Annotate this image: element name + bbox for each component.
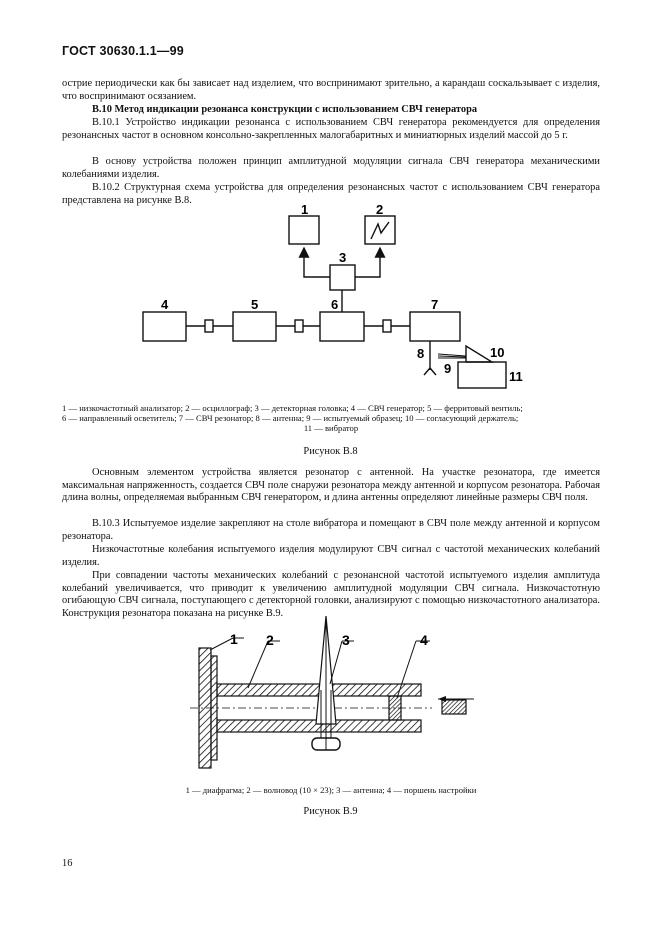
block-4-generator [143, 312, 186, 341]
fig8-label-1: 1 [301, 202, 309, 217]
fig8-label-2: 2 [376, 202, 384, 217]
block-1-analyzer [289, 216, 319, 244]
block-5-isolator [233, 312, 276, 341]
paragraph-continuation: острие периодически как бы зависает над изделием, что воспринимают зрительно, а карандаш соскальзывает с изделия, что воспринимают осязанием. [62, 78, 600, 102]
paragraph-coincidence: При совпадении частоты механических колебаний с резонансной частотой испытуемого изделия амплитуда колебаний увеличивается, что приводит к увеличению амплитудной модуляции СВЧ сигнала. Низкочастотную огибающую СВЧ сигнала, поступающего с детекторной головки, анализируют с помощью низкочастотного анализатора. Конструкция резонатора показана на рисунке В.9. [62, 570, 600, 619]
leader-2 [248, 641, 268, 688]
fig8-legend-line1: 1 — низкочастотный анализатор; 2 — осциллограф; 3 — детекторная головка; 4 — СВЧ генератор; 5 — ферритовый вентиль; [62, 403, 523, 413]
fig8-label-7: 7 [431, 297, 439, 312]
paragraph-b10-2: В.10.2 Структурная схема устройства для определения резонансных частот с использованием СВЧ генератора представлена на рисунке В.8. [62, 182, 600, 206]
tuning-piston [389, 696, 401, 720]
fig8-label-5: 5 [251, 297, 259, 312]
fig9-label-3: 3 [342, 632, 350, 648]
fig8-label-8: 8 [417, 346, 425, 361]
paragraph-principle: В основу устройства положен принцип амплитудной модуляции сигнала СВЧ генератора механическими колебаниями изделия. [62, 156, 600, 180]
page-number: 16 [62, 858, 73, 869]
arrow-3-to-2 [355, 248, 380, 277]
paragraph-b10-3: В.10.3 Испытуемое изделие закрепляют на столе вибратора и помещают в СВЧ поле между антенной и корпусом резонатора. [62, 518, 600, 542]
fig8-legend-line3: 11 — вибратор [303, 423, 359, 433]
fig8-title: Рисунок В.8 [303, 446, 358, 457]
fig9-legend: 1 — диафрагма; 2 — волновод (10 × 23); 3 — антенна; 4 — поршень настройки [185, 785, 477, 795]
paragraph-modulation: Низкочастотные колебания испытуемого изделия модулируют СВЧ сигнал с частотой механических колебаний изделия. [62, 544, 600, 568]
paragraph-resonator: Основным элементом устройства является резонатор с антенной. На участке резонатора, где имеется максимальная напряженность, создается СВЧ поле снаружи резонатора между антенной и корпусом резонатора. Рабочая длина волны, определяемая выбранным СВЧ генератором, и длина антенны определяют линейные размеры СВЧ поля. [62, 467, 600, 504]
fig8-label-6: 6 [331, 297, 339, 312]
section-title-b10: В.10 Метод индикации резонанса конструкции с использованием СВЧ генератора [92, 104, 478, 115]
fig9-title: Рисунок В.9 [303, 806, 358, 817]
fig8-label-9: 9 [444, 361, 452, 376]
oscilloscope-wave-icon [371, 222, 389, 239]
figure-b9-diagram [180, 612, 480, 776]
figure-b8-diagram [130, 198, 530, 396]
fig8-label-3: 3 [339, 250, 347, 265]
fig9-label-1: 1 [230, 631, 238, 647]
fig8-label-11: 11 [509, 369, 523, 384]
fig9-label-4: 4 [420, 632, 428, 648]
fig9-label-2: 2 [266, 632, 274, 648]
fig8-label-4: 4 [161, 297, 169, 312]
signal-direction-box [442, 700, 466, 714]
document-header: ГОСТ 30630.1.1—99 [62, 44, 184, 58]
leader-3 [330, 641, 342, 684]
fig8-label-10: 10 [490, 345, 505, 360]
arrow-3-to-1 [304, 248, 330, 277]
paragraph-b10-1: В.10.1 Устройство индикации резонанса с использованием СВЧ генератора рекомендуется для определения резонансных частот в основном консольно-закрепленных малогабаритных и миниатюрных изделий массой до 5 г. [62, 117, 600, 141]
fig8-legend-line2: 6 — направленный осветитель; 7 — СВЧ резонатор; 8 — антенна; 9 — испытуемый образец; 10 — согласующий держатель; [62, 413, 519, 423]
block-6-coupler [320, 312, 364, 341]
block-3-detector [330, 265, 355, 290]
block-7-resonator [410, 312, 460, 341]
antenna-8-tip-icon [424, 368, 436, 375]
block-11-vibrator [458, 362, 506, 388]
holder-10-shape [466, 346, 492, 362]
